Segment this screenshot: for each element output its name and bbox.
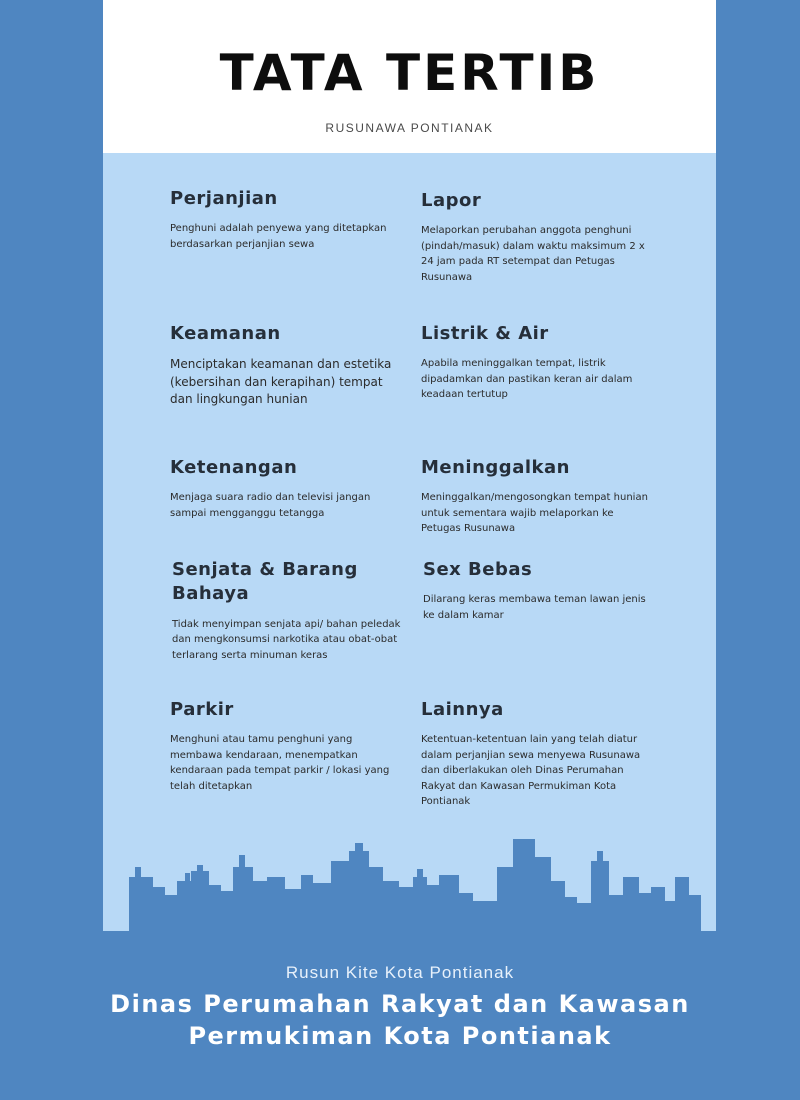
rule-description: Apabila meninggalkan tempat, listrik dipadamkan dan pastikan keran air dalam keadaan tertutup [421, 358, 633, 401]
rule-lainnya [421, 698, 651, 810]
rule-description: Menciptakan keamanan dan estetika (kebersihan dan kerapihan) tempat dan lingkungan hunian [170, 357, 392, 407]
rule-title: Lapor [421, 190, 482, 211]
rule-description: Penghuni adalah penyewa yang ditetapkan berdasarkan perjanjian sewa [170, 223, 387, 250]
rule-meninggalkan [421, 456, 651, 537]
footer-subtitle: Rusun Kite Kota Pontianak [285, 963, 515, 982]
rule-description: Meninggalkan/mengosongkan tempat hunian untuk sementara wajib melaporkan ke Petugas Rusunawa [421, 492, 648, 535]
rule-title: Ketenangan [170, 457, 298, 478]
rule-sex-bebas [423, 558, 653, 623]
page-subtitle: RUSUNAWA PONTIANAK [325, 121, 494, 135]
rule-description: Menghuni atau tamu penghuni yang membawa kendaraan, menempatkan kendaraan pada tempat parkir / lokasi yang telah ditetapkan [170, 734, 390, 792]
rule-title: Senjata & Barang Bahaya [172, 559, 358, 605]
rule-description: Dilarang keras membawa teman lawan jenis ke dalam kamar [423, 594, 646, 621]
footer-title-line2: Permukiman Kota Pontianak [188, 1022, 612, 1051]
rule-title: Listrik & Air [421, 323, 549, 344]
rule-description: Ketentuan-ketentuan lain yang telah diatur dalam perjanjian sewa menyewa Rusunawa dan diberlakukan oleh Dinas Perumahan Rakyat dan Kawasan Permukiman Kota Pontianak [421, 734, 641, 808]
rule-title: Perjanjian [170, 188, 278, 209]
footer-title-line1: Dinas Perumahan Rakyat dan Kawasan [110, 990, 690, 1018]
rule-title: Parkir [170, 699, 234, 720]
rule-description: Menjaga suara radio dan televisi jangan sampai mengganggu tetangga [170, 492, 371, 519]
rule-parkir [170, 698, 400, 794]
city-skyline-illustration [103, 821, 716, 941]
rule-title: Keamanan [170, 323, 281, 344]
footer-title [0, 988, 800, 1053]
rule-perjanjian [170, 187, 400, 252]
rule-description: Melaporkan perubahan anggota penghuni (pindah/masuk) dalam waktu maksimum 2 x 24 jam pada RT setempat dan Petugas Rusunawa [421, 225, 645, 283]
rules-panel [103, 153, 716, 941]
rule-title: Lainnya [421, 699, 504, 720]
page-title: TATA TERTIB [219, 44, 600, 102]
rule-description: Tidak menyimpan senjata api/ bahan peledak dan mengkonsumsi narkotika atau obat-obat terlarang serta minuman keras [172, 618, 401, 661]
header-panel [103, 0, 716, 153]
rule-title: Sex Bebas [423, 559, 533, 580]
rule-senjata [172, 558, 402, 663]
rule-keamanan [170, 322, 400, 408]
rule-listrik-air [421, 322, 651, 403]
rule-title: Meninggalkan [421, 457, 570, 478]
rule-lapor [421, 189, 651, 285]
rule-ketenangan [170, 456, 400, 521]
